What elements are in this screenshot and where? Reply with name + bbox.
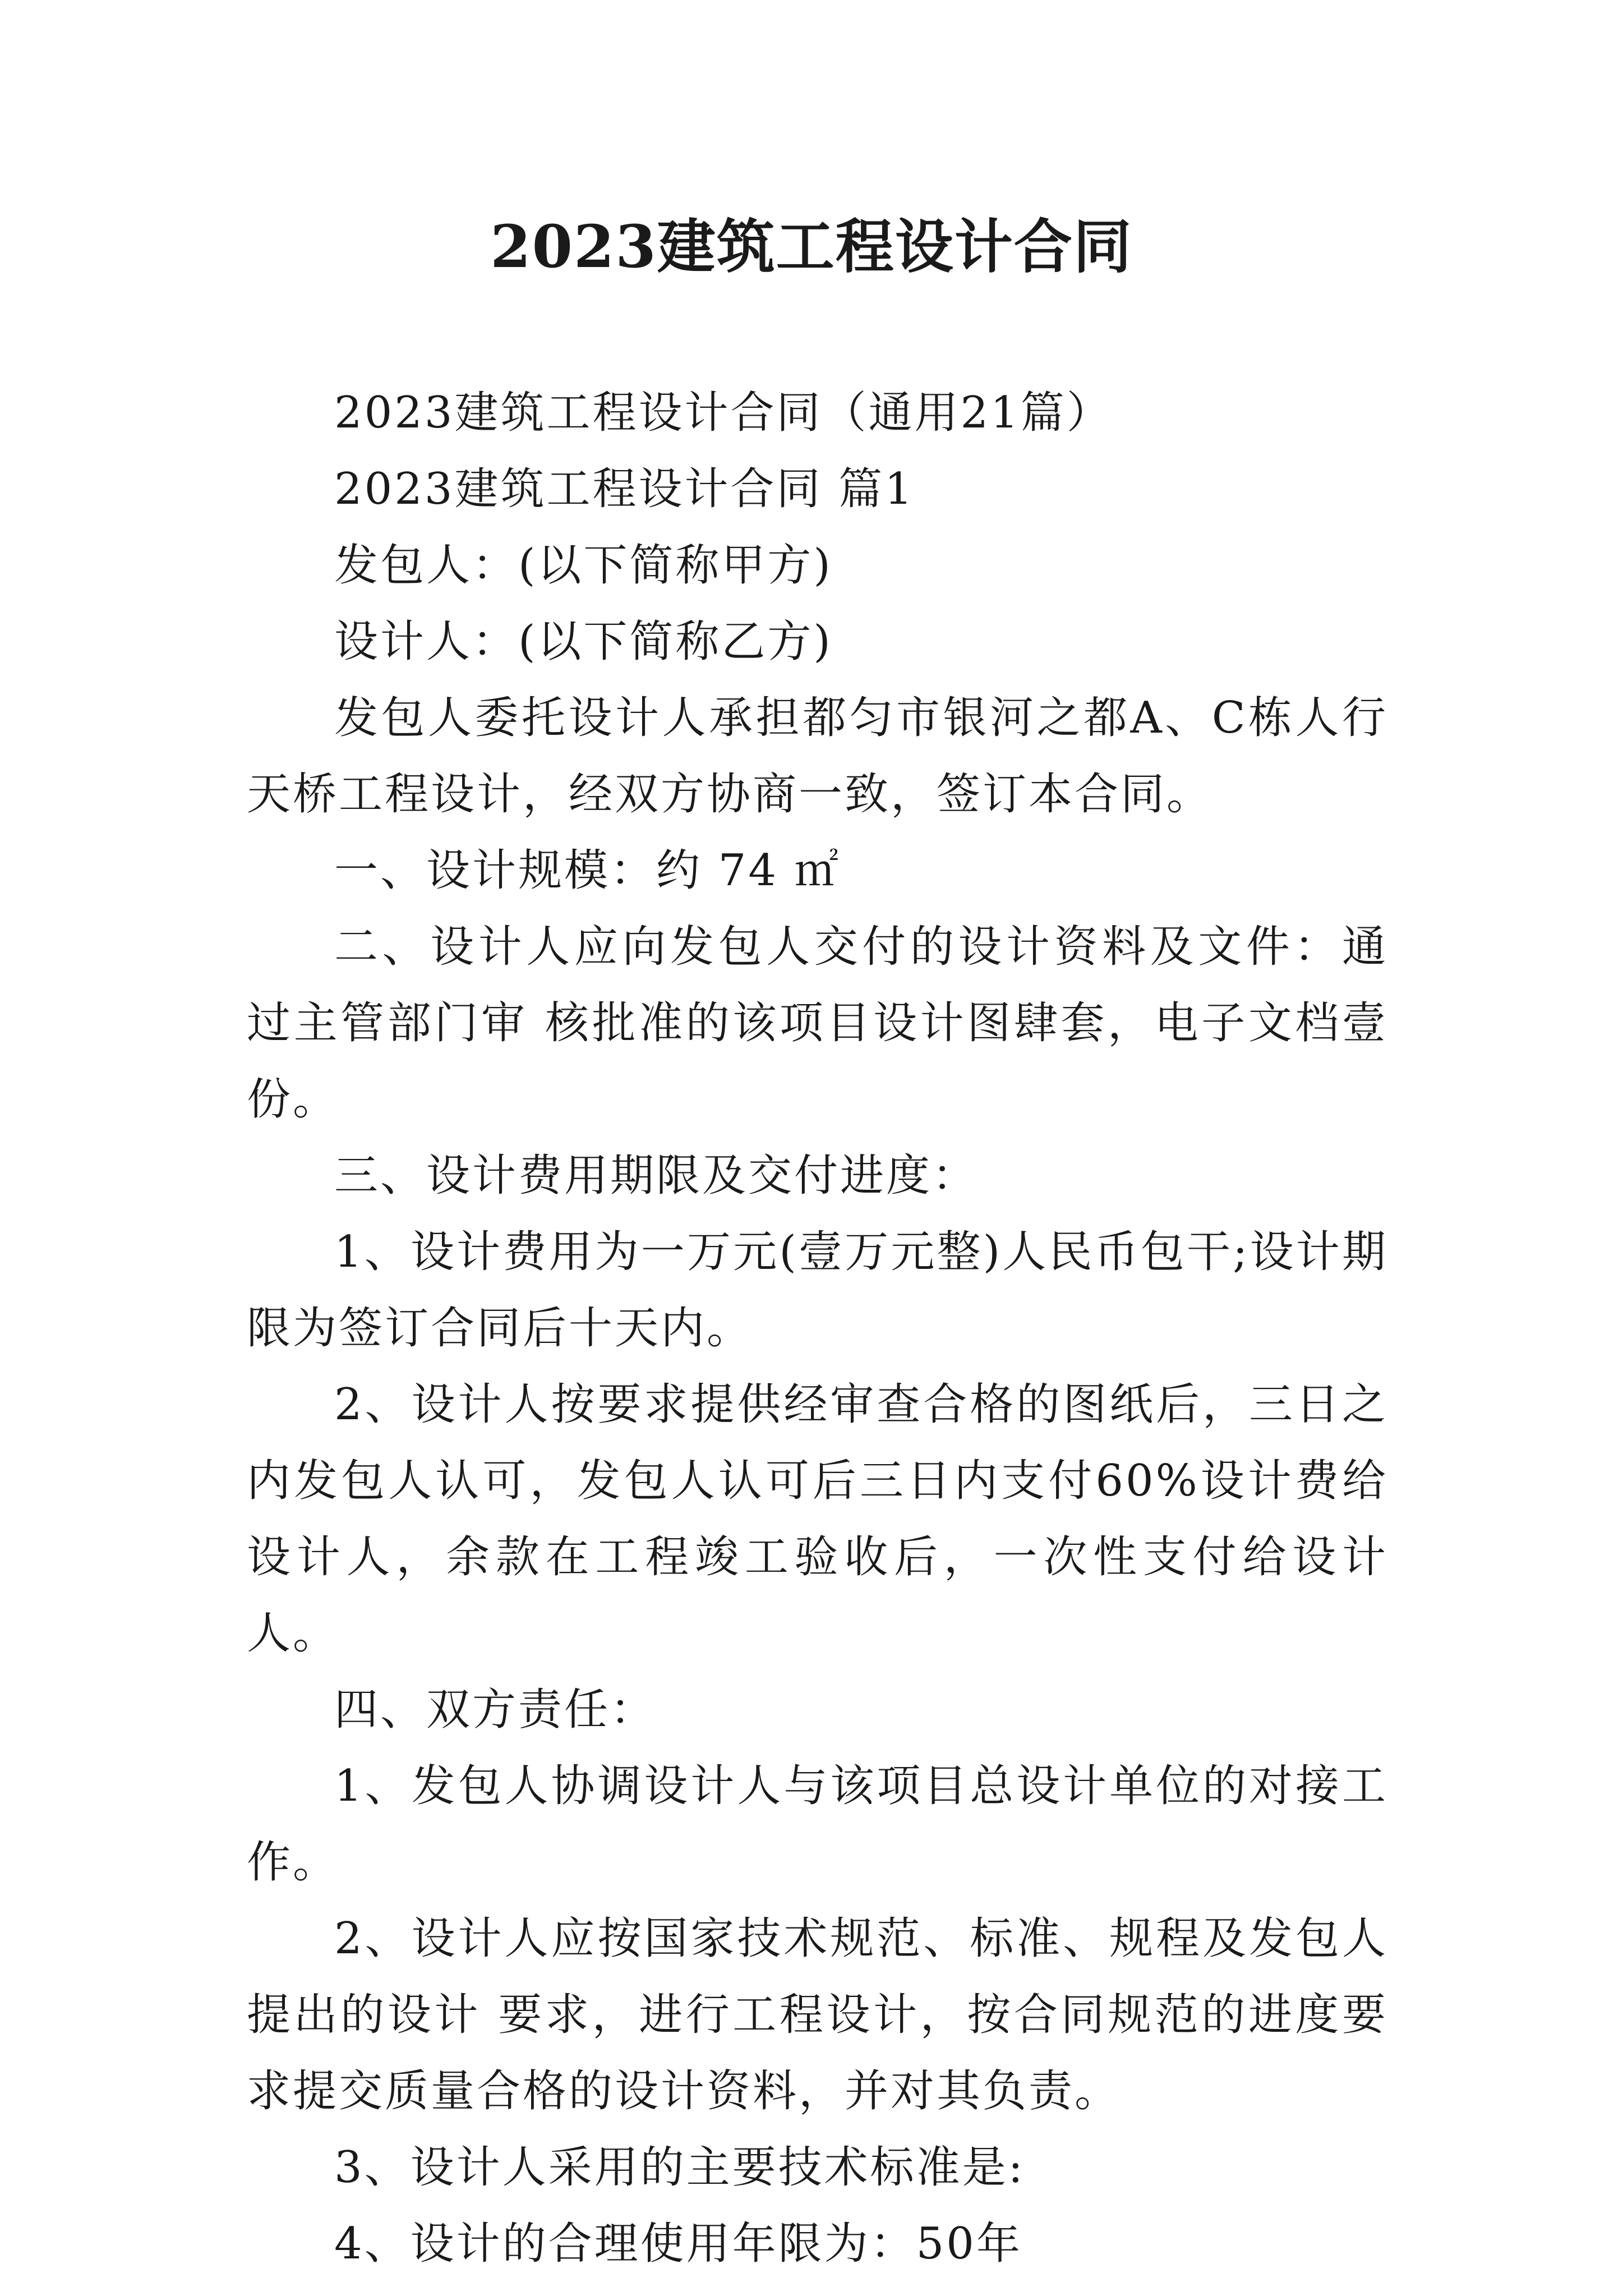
- paragraph-payment-terms: 2、设计人按要求提供经审查合格的图纸后，三日之内发包人认可，发包人认可后三日内支付60%设计费给设计人，余款在工程竣工验收后，一次性支付给设计人。: [247, 1379, 1388, 1659]
- paragraph-responsibility-4: 4、设计的合理使用年限为：50年: [334, 2219, 1022, 2269]
- paragraph-party-a: 发包人：(以下简称甲方): [334, 540, 833, 591]
- paragraph-commission: 发包人委托设计人承担都匀市银河之都A、C栋人行天桥工程设计，经双方协商一致，签订本合同。: [247, 693, 1388, 820]
- paragraph-responsibilities-heading: 四、双方责任：: [334, 1685, 657, 1735]
- paragraph-responsibility-1: 1、发包人协调设计人与该项目总设计单位的对接工作。: [247, 1761, 1388, 1888]
- paragraph-collection-title: 2023建筑工程设计合同（通用21篇）: [334, 388, 1113, 438]
- paragraph-section-heading: 2023建筑工程设计合同 篇1: [334, 464, 915, 514]
- paragraph-party-b: 设计人：(以下简称乙方): [334, 616, 833, 667]
- paragraph-fee-amount: 1、设计费用为一万元(壹万元整)人民币包干;设计期限为签订合同后十天内。: [247, 1227, 1388, 1354]
- paragraph-deliverables: 二、设计人应向发包人交付的设计资料及文件：通过主管部门审 核批准的该项目设计图肆套，电子文档壹份。: [247, 922, 1388, 1125]
- document-body: [247, 375, 1388, 2282]
- document-title: 2023建筑工程设计合同: [490, 212, 1133, 281]
- paragraph-responsibility-2: 2、设计人应按国家技术规范、标准、规程及发包人提出的设计 要求，进行工程设计，按合同规范的进度要求提交质量合格的设计资料，并对其负责。: [247, 1913, 1388, 2116]
- paragraph-fees-heading: 三、设计费用期限及交付进度：: [334, 1151, 979, 1201]
- paragraph-responsibility-3: 3、设计人采用的主要技术标准是:: [334, 2142, 1025, 2193]
- paragraph-design-scale: 一、设计规模：约 74 ㎡: [334, 845, 841, 896]
